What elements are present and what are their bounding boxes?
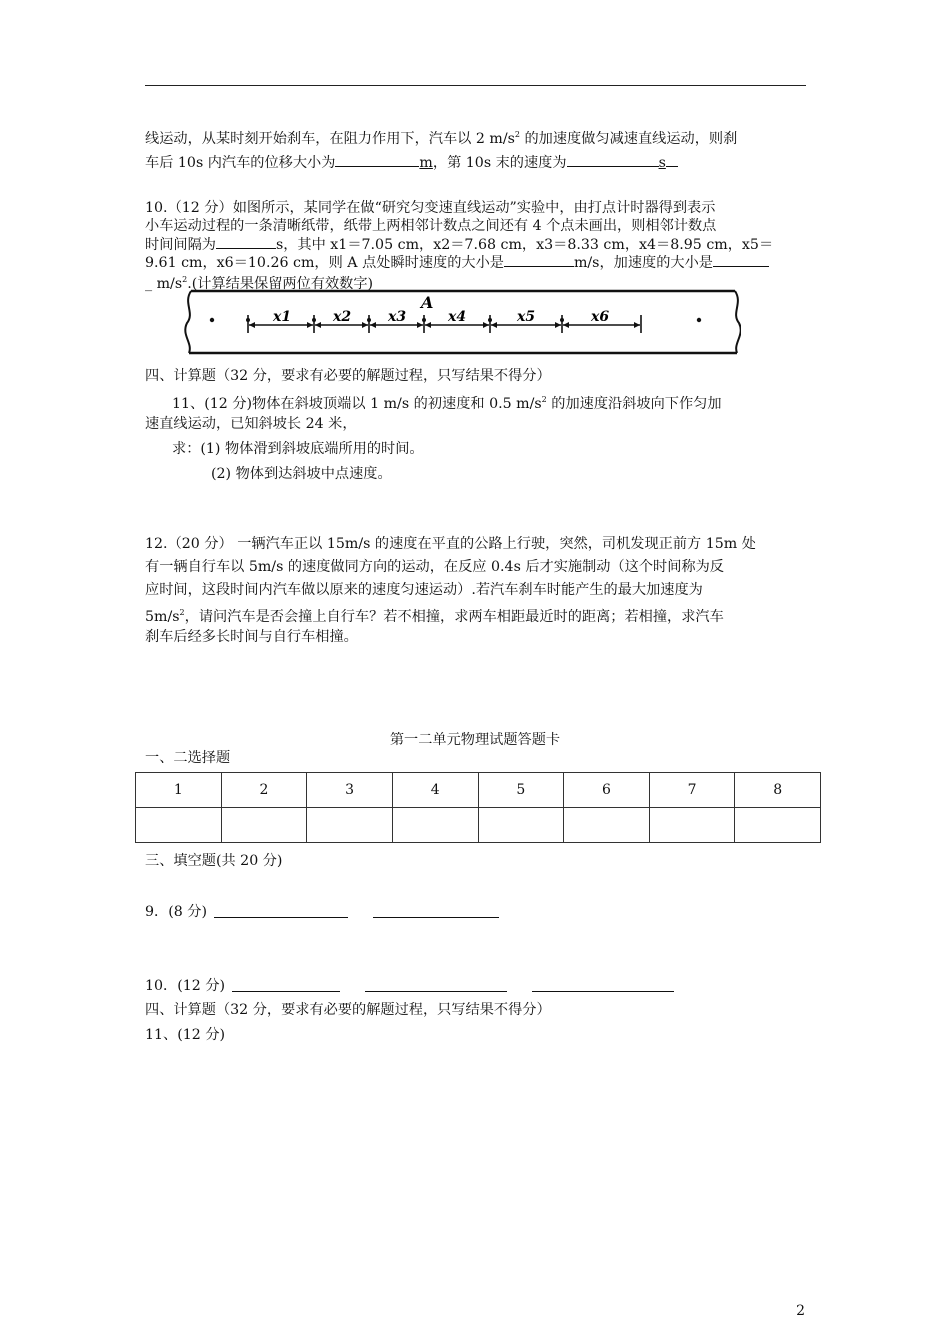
- answer-cell-7[interactable]: [649, 808, 735, 843]
- card-q9-blank-1[interactable]: [214, 917, 348, 918]
- q9-blank-2[interactable]: [567, 152, 659, 167]
- answer-cell-5[interactable]: [478, 808, 564, 843]
- q10-line-1: 10.（12 分）如图所示，某同学在做“研究匀变速直线运动”实验中，由打点计时器得到表示: [145, 200, 716, 216]
- tape-point-A: A: [421, 293, 434, 312]
- table-col-4: 4: [392, 773, 478, 808]
- page-number: 2: [796, 1303, 805, 1319]
- fill-heading: 三、填空题(共 20 分): [145, 853, 283, 869]
- q10-line-4: 9.61 cm，x6＝10.26 cm，则 A 点处瞬时速度的大小是 m/s，加速度的大小是: [145, 252, 769, 273]
- card-q9-label: 9．(8 分): [145, 904, 208, 920]
- q12-line-5: 刹车后经多长时间与自行车相撞。: [145, 629, 358, 645]
- table-col-5: 5: [478, 773, 564, 808]
- table-col-1: 1: [136, 773, 222, 808]
- q10-line-3: 时间间隔为 s，其中 x1＝7.05 cm，x2＝7.68 cm，x3＝8.33 cm，x4＝8.95 cm，x5＝: [145, 234, 773, 255]
- card-calc-heading: 四、计算题（32 分，要求有必要的解题过程，只写结果不得分）: [145, 1002, 551, 1018]
- choice-heading: 一、二选择题: [145, 750, 231, 766]
- q10-line-5: _ $m/s^2$.(计算结果保留两位有效数字): [145, 275, 374, 292]
- answer-cell-2[interactable]: [221, 808, 307, 843]
- paper-tape-figure: [183, 289, 741, 355]
- section4-heading: 四、计算题（32 分，要求有必要的解题过程，只写结果不得分）: [145, 368, 551, 384]
- answer-cell-6[interactable]: [564, 808, 650, 843]
- answer-card-title: 第一二单元物理试题答题卡: [389, 732, 561, 748]
- tape-label-x5: x5: [517, 309, 536, 325]
- q9-blank-1[interactable]: [335, 152, 419, 167]
- tape-label-x6: x6: [591, 309, 610, 325]
- table-col-2: 2: [221, 773, 307, 808]
- answer-cell-1[interactable]: [136, 808, 222, 843]
- q12-line-2: 有一辆自行车以 5m/s 的速度做同方向的运动，在反应 0.4s 后才实施制动（这个时间称为反: [145, 559, 724, 575]
- table-header-row: [136, 773, 821, 808]
- q10-blank-acceleration[interactable]: [713, 252, 769, 267]
- q10-blank-velocity[interactable]: [504, 252, 574, 267]
- table-col-6: 6: [564, 773, 650, 808]
- table-col-7: 7: [649, 773, 735, 808]
- q11-ask-2: (2) 物体到达斜坡中点速度。: [211, 466, 392, 482]
- card-q9-blank-2[interactable]: [373, 917, 499, 918]
- card-q10-blank-1[interactable]: [232, 991, 340, 992]
- q11-ask-1: 求：(1) 物体滑到斜坡底端所用的时间。: [172, 441, 424, 457]
- tape-dot-end: [697, 318, 701, 322]
- choice-answer-table: [135, 772, 821, 843]
- table-col-3: 3: [307, 773, 393, 808]
- tape-label-x4: x4: [448, 309, 467, 325]
- card-q10-label: 10．(12 分): [145, 978, 226, 994]
- q9-line-2: 车后 10s 内汽车的位移大小为 m，第 10s 末的速度为 s: [145, 152, 678, 173]
- answer-cell-4[interactable]: [392, 808, 478, 843]
- card-q10-blank-3[interactable]: [532, 991, 674, 992]
- tape-label-x1: x1: [273, 309, 292, 325]
- card-q10-blank-2[interactable]: [365, 991, 507, 992]
- q9-line-1: 线运动，从某时刻开始刹车，在阻力作用下，汽车以 2 $m/s^2$ 的加速度做匀减速直线运动，则刹: [145, 130, 738, 147]
- q10-blank-interval[interactable]: [216, 234, 276, 249]
- q10-line-2: 小车运动过程的一条清晰纸带，纸带上两相邻计数点之间还有 4 个点未画出，则相邻计数点: [145, 218, 717, 234]
- tape-label-x2: x2: [333, 309, 352, 325]
- answer-cell-3[interactable]: [307, 808, 393, 843]
- table-col-8: 8: [735, 773, 821, 808]
- q12-line-3: 应时间，这段时间内汽车做以原来的速度匀速运动）.若汽车刹车时能产生的最大加速度为: [145, 582, 703, 598]
- q12-line-4: $5m/s^2$，请问汽车是否会撞上自行车？若不相撞，求两车相距最近时的距离；若相撞，求汽车: [145, 608, 724, 625]
- card-q11-label: 11、(12 分): [145, 1027, 226, 1043]
- table-answer-row: [136, 808, 821, 843]
- q12-line-1: 12.（20 分） 一辆汽车正以 15m/s 的速度在平直的公路上行驶，突然，司机发现正前方 15m 处: [145, 536, 756, 552]
- tape-label-x3: x3: [388, 309, 407, 325]
- q11-line-2: 速直线运动，已知斜坡长 24 米，: [145, 416, 357, 432]
- answer-cell-8[interactable]: [735, 808, 821, 843]
- tape-dot-start: [210, 318, 214, 322]
- q11-line-1: 11、(12 分)物体在斜坡顶端以 1 m/s 的初速度和 0.5 $m/s^2$ 的加速度沿斜坡向下作匀加: [172, 395, 722, 412]
- header-rule: [145, 85, 806, 86]
